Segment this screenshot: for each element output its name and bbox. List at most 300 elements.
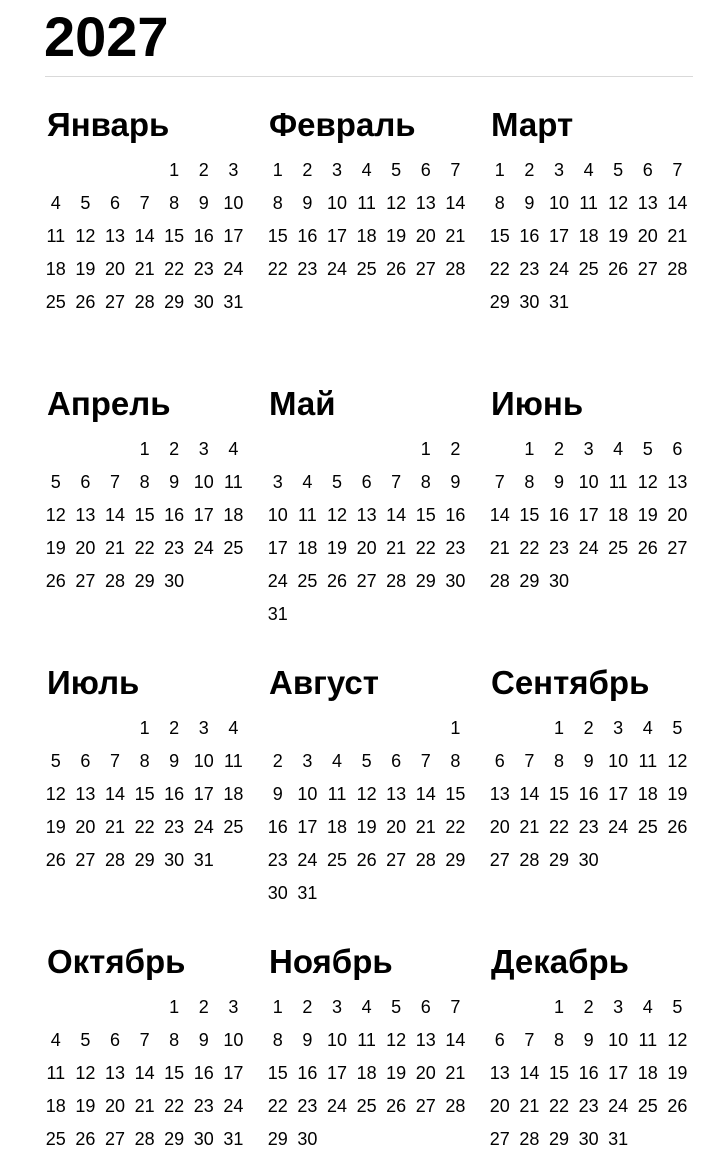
day-cell[interactable]: 18 [637,1063,658,1083]
day-cell[interactable]: 10 [297,784,318,804]
day-cell[interactable]: 6 [80,751,91,771]
day-cell[interactable]: 4 [642,718,653,738]
day-cell[interactable]: 31 [608,1129,629,1149]
day-cell[interactable]: 9 [553,472,564,492]
day-cell[interactable]: 21 [489,538,510,558]
day-cell[interactable]: 15 [415,505,436,525]
day-cell[interactable]: 27 [415,259,436,279]
day-cell[interactable]: 1 [553,718,564,738]
day-cell[interactable]: 27 [637,259,658,279]
day-cell[interactable]: 3 [198,718,209,738]
day-cell[interactable]: 11 [298,505,317,525]
day-cell[interactable]: 28 [667,259,688,279]
day-cell[interactable]: 14 [445,193,466,213]
day-cell[interactable]: 14 [134,226,155,246]
day-cell[interactable]: 12 [356,784,377,804]
day-cell[interactable]: 15 [548,1063,569,1083]
day-cell[interactable]: 17 [193,505,214,525]
day-cell[interactable]: 26 [667,817,688,837]
day-cell[interactable]: 12 [75,1063,96,1083]
day-cell[interactable]: 3 [613,718,624,738]
day-cell[interactable]: 10 [223,193,244,213]
day-cell[interactable]: 15 [134,505,155,525]
day-cell[interactable]: 22 [548,1096,569,1116]
day-cell[interactable]: 26 [637,538,658,558]
day-cell[interactable]: 15 [445,784,466,804]
day-cell[interactable]: 29 [489,292,510,312]
day-cell[interactable]: 6 [642,160,653,180]
day-cell[interactable]: 5 [80,193,91,213]
day-cell[interactable]: 19 [386,1063,407,1083]
day-cell[interactable]: 26 [386,1096,407,1116]
day-cell[interactable]: 2 [302,997,313,1017]
day-cell[interactable]: 18 [356,1063,377,1083]
day-cell[interactable]: 26 [45,850,66,870]
day-cell[interactable]: 4 [583,160,594,180]
day-cell[interactable]: 2 [583,997,594,1017]
day-cell[interactable]: 1 [169,160,180,180]
day-cell[interactable]: 18 [608,505,629,525]
day-cell[interactable]: 27 [104,1129,125,1149]
day-cell[interactable]: 11 [327,784,347,804]
day-cell[interactable]: 4 [228,718,239,738]
day-cell[interactable]: 7 [494,472,505,492]
day-cell[interactable]: 28 [489,571,510,591]
day-cell[interactable]: 15 [164,1063,185,1083]
day-cell[interactable]: 31 [267,604,288,624]
day-cell[interactable]: 30 [193,292,214,312]
day-cell[interactable]: 30 [578,1129,599,1149]
day-cell[interactable]: 26 [356,850,377,870]
day-cell[interactable]: 25 [608,538,629,558]
day-cell[interactable]: 24 [608,1096,629,1116]
day-cell[interactable]: 12 [667,751,688,771]
day-cell[interactable]: 1 [420,439,431,459]
day-cell[interactable]: 7 [109,751,120,771]
day-cell[interactable]: 25 [223,538,244,558]
day-cell[interactable]: 27 [667,538,688,558]
day-cell[interactable]: 2 [450,439,461,459]
day-cell[interactable]: 4 [361,997,372,1017]
day-cell[interactable]: 7 [524,751,535,771]
day-cell[interactable]: 30 [445,571,466,591]
day-cell[interactable]: 23 [193,259,214,279]
day-cell[interactable]: 28 [386,571,407,591]
day-cell[interactable]: 23 [193,1096,214,1116]
day-cell[interactable]: 22 [445,817,466,837]
day-cell[interactable]: 27 [75,850,96,870]
day-cell[interactable]: 18 [326,817,347,837]
day-cell[interactable]: 20 [356,538,377,558]
day-cell[interactable]: 1 [494,160,505,180]
day-cell[interactable]: 2 [169,718,180,738]
day-cell[interactable]: 3 [302,751,313,771]
day-cell[interactable]: 18 [223,784,244,804]
day-cell[interactable]: 27 [75,571,96,591]
day-cell[interactable]: 29 [548,1129,569,1149]
day-cell[interactable]: 16 [193,1063,214,1083]
day-cell[interactable]: 20 [667,505,688,525]
day-cell[interactable]: 22 [164,259,185,279]
day-cell[interactable]: 23 [445,538,466,558]
day-cell[interactable]: 17 [608,784,629,804]
day-cell[interactable]: 15 [519,505,540,525]
day-cell[interactable]: 7 [139,1030,150,1050]
day-cell[interactable]: 19 [45,817,66,837]
day-cell[interactable]: 14 [386,505,407,525]
day-cell[interactable]: 4 [50,193,61,213]
day-cell[interactable]: 21 [519,1096,540,1116]
day-cell[interactable]: 28 [104,850,125,870]
day-cell[interactable]: 30 [548,571,569,591]
day-cell[interactable]: 24 [326,1096,347,1116]
day-cell[interactable]: 15 [267,226,288,246]
day-cell[interactable]: 11 [357,1030,376,1050]
day-cell[interactable]: 26 [75,1129,96,1149]
day-cell[interactable]: 8 [420,472,431,492]
day-cell[interactable]: 17 [608,1063,629,1083]
day-cell[interactable]: 8 [553,1030,564,1050]
day-cell[interactable]: 16 [267,817,288,837]
day-cell[interactable]: 17 [223,226,244,246]
day-cell[interactable]: 9 [583,1030,594,1050]
day-cell[interactable]: 29 [267,1129,288,1149]
day-cell[interactable]: 27 [489,850,510,870]
day-cell[interactable]: 30 [164,850,185,870]
day-cell[interactable]: 25 [45,1129,66,1149]
day-cell[interactable]: 6 [109,1030,120,1050]
day-cell[interactable]: 14 [415,784,436,804]
day-cell[interactable]: 29 [164,1129,185,1149]
day-cell[interactable]: 8 [272,1030,283,1050]
day-cell[interactable]: 22 [164,1096,185,1116]
day-cell[interactable]: 18 [356,226,377,246]
day-cell[interactable]: 6 [109,193,120,213]
day-cell[interactable]: 7 [420,751,431,771]
day-cell[interactable]: 8 [553,751,564,771]
day-cell[interactable]: 5 [80,1030,91,1050]
day-cell[interactable]: 31 [223,1129,244,1149]
day-cell[interactable]: 14 [489,505,510,525]
day-cell[interactable]: 17 [326,1063,347,1083]
day-cell[interactable]: 19 [637,505,658,525]
day-cell[interactable]: 19 [667,1063,688,1083]
day-cell[interactable]: 15 [164,226,185,246]
day-cell[interactable]: 11 [608,472,628,492]
day-cell[interactable]: 15 [267,1063,288,1083]
day-cell[interactable]: 16 [578,784,599,804]
day-cell[interactable]: 31 [297,883,318,903]
day-cell[interactable]: 21 [519,817,540,837]
day-cell[interactable]: 28 [134,1129,155,1149]
day-cell[interactable]: 4 [228,439,239,459]
day-cell[interactable]: 25 [578,259,599,279]
day-cell[interactable]: 18 [45,259,66,279]
day-cell[interactable]: 22 [489,259,510,279]
day-cell[interactable]: 31 [193,850,214,870]
day-cell[interactable]: 3 [331,160,342,180]
day-cell[interactable]: 11 [224,751,243,771]
day-cell[interactable]: 24 [267,571,288,591]
day-cell[interactable]: 23 [578,1096,599,1116]
day-cell[interactable]: 3 [228,997,239,1017]
day-cell[interactable]: 14 [134,1063,155,1083]
day-cell[interactable]: 5 [613,160,624,180]
day-cell[interactable]: 28 [415,850,436,870]
day-cell[interactable]: 6 [494,1030,505,1050]
day-cell[interactable]: 25 [637,817,658,837]
day-cell[interactable]: 13 [489,1063,510,1083]
day-cell[interactable]: 16 [297,226,318,246]
day-cell[interactable]: 10 [193,751,214,771]
day-cell[interactable]: 25 [637,1096,658,1116]
day-cell[interactable]: 22 [267,259,288,279]
day-cell[interactable]: 23 [519,259,540,279]
day-cell[interactable]: 24 [223,1096,244,1116]
day-cell[interactable]: 24 [608,817,629,837]
day-cell[interactable]: 8 [524,472,535,492]
day-cell[interactable]: 3 [553,160,564,180]
day-cell[interactable]: 30 [297,1129,318,1149]
day-cell[interactable]: 16 [164,784,185,804]
day-cell[interactable]: 20 [637,226,658,246]
day-cell[interactable]: 9 [524,193,535,213]
day-cell[interactable]: 7 [139,193,150,213]
day-cell[interactable]: 9 [169,751,180,771]
day-cell[interactable]: 14 [667,193,688,213]
day-cell[interactable]: 17 [297,817,318,837]
day-cell[interactable]: 23 [297,1096,318,1116]
day-cell[interactable]: 18 [223,505,244,525]
day-cell[interactable]: 21 [386,538,407,558]
day-cell[interactable]: 22 [548,817,569,837]
day-cell[interactable]: 28 [445,259,466,279]
day-cell[interactable]: 1 [272,997,283,1017]
day-cell[interactable]: 18 [637,784,658,804]
day-cell[interactable]: 16 [578,1063,599,1083]
day-cell[interactable]: 19 [326,538,347,558]
day-cell[interactable]: 12 [637,472,658,492]
day-cell[interactable]: 17 [548,226,569,246]
day-cell[interactable]: 3 [331,997,342,1017]
day-cell[interactable]: 9 [302,193,313,213]
day-cell[interactable]: 13 [415,193,436,213]
day-cell[interactable]: 3 [613,997,624,1017]
day-cell[interactable]: 21 [134,1096,155,1116]
day-cell[interactable]: 1 [139,439,150,459]
day-cell[interactable]: 19 [75,1096,96,1116]
day-cell[interactable]: 7 [672,160,683,180]
day-cell[interactable]: 17 [223,1063,244,1083]
day-cell[interactable]: 7 [109,472,120,492]
day-cell[interactable]: 2 [302,160,313,180]
day-cell[interactable]: 14 [104,505,125,525]
day-cell[interactable]: 5 [331,472,342,492]
day-cell[interactable]: 16 [548,505,569,525]
day-cell[interactable]: 11 [46,1063,66,1083]
day-cell[interactable]: 19 [667,784,688,804]
day-cell[interactable]: 10 [326,1030,347,1050]
day-cell[interactable]: 8 [139,751,150,771]
day-cell[interactable]: 17 [193,784,214,804]
day-cell[interactable]: 1 [524,439,535,459]
day-cell[interactable]: 26 [386,259,407,279]
day-cell[interactable]: 8 [169,1030,180,1050]
day-cell[interactable]: 4 [613,439,624,459]
day-cell[interactable]: 17 [267,538,288,558]
day-cell[interactable]: 7 [524,1030,535,1050]
day-cell[interactable]: 8 [272,193,283,213]
day-cell[interactable]: 24 [297,850,318,870]
day-cell[interactable]: 30 [267,883,288,903]
day-cell[interactable]: 25 [356,259,377,279]
day-cell[interactable]: 23 [267,850,288,870]
day-cell[interactable]: 13 [386,784,407,804]
day-cell[interactable]: 24 [193,538,214,558]
day-cell[interactable]: 22 [519,538,540,558]
day-cell[interactable]: 3 [198,439,209,459]
day-cell[interactable]: 3 [228,160,239,180]
day-cell[interactable]: 21 [134,259,155,279]
day-cell[interactable]: 3 [583,439,594,459]
day-cell[interactable]: 2 [524,160,535,180]
day-cell[interactable]: 17 [578,505,599,525]
day-cell[interactable]: 20 [489,817,510,837]
day-cell[interactable]: 8 [169,193,180,213]
day-cell[interactable]: 2 [198,997,209,1017]
day-cell[interactable]: 18 [578,226,599,246]
day-cell[interactable]: 14 [445,1030,466,1050]
day-cell[interactable]: 28 [104,571,125,591]
day-cell[interactable]: 26 [45,571,66,591]
day-cell[interactable]: 4 [642,997,653,1017]
day-cell[interactable]: 30 [519,292,540,312]
day-cell[interactable]: 2 [272,751,283,771]
day-cell[interactable]: 1 [139,718,150,738]
day-cell[interactable]: 1 [272,160,283,180]
day-cell[interactable]: 23 [297,259,318,279]
day-cell[interactable]: 23 [578,817,599,837]
day-cell[interactable]: 9 [272,784,283,804]
day-cell[interactable]: 20 [386,817,407,837]
day-cell[interactable]: 22 [134,538,155,558]
day-cell[interactable]: 27 [104,292,125,312]
day-cell[interactable]: 18 [45,1096,66,1116]
day-cell[interactable]: 10 [267,505,288,525]
day-cell[interactable]: 11 [357,193,376,213]
day-cell[interactable]: 5 [50,472,61,492]
day-cell[interactable]: 8 [450,751,461,771]
day-cell[interactable]: 12 [326,505,347,525]
day-cell[interactable]: 27 [415,1096,436,1116]
day-cell[interactable]: 29 [415,571,436,591]
day-cell[interactable]: 27 [386,850,407,870]
day-cell[interactable]: 20 [104,259,125,279]
day-cell[interactable]: 13 [667,472,688,492]
day-cell[interactable]: 21 [667,226,688,246]
day-cell[interactable]: 16 [193,226,214,246]
day-cell[interactable]: 2 [583,718,594,738]
day-cell[interactable]: 29 [519,571,540,591]
day-cell[interactable]: 13 [104,226,125,246]
day-cell[interactable]: 31 [223,292,244,312]
day-cell[interactable]: 13 [637,193,658,213]
day-cell[interactable]: 28 [519,1129,540,1149]
day-cell[interactable]: 2 [553,439,564,459]
day-cell[interactable]: 19 [75,259,96,279]
day-cell[interactable]: 16 [164,505,185,525]
day-cell[interactable]: 25 [297,571,318,591]
day-cell[interactable]: 5 [391,160,402,180]
day-cell[interactable]: 16 [445,505,466,525]
day-cell[interactable]: 23 [164,817,185,837]
day-cell[interactable]: 21 [104,817,125,837]
day-cell[interactable]: 6 [361,472,372,492]
day-cell[interactable]: 15 [489,226,510,246]
day-cell[interactable]: 23 [164,538,185,558]
day-cell[interactable]: 23 [548,538,569,558]
day-cell[interactable]: 28 [519,850,540,870]
day-cell[interactable]: 9 [198,193,209,213]
day-cell[interactable]: 25 [356,1096,377,1116]
day-cell[interactable]: 25 [45,292,66,312]
day-cell[interactable]: 21 [415,817,436,837]
day-cell[interactable]: 5 [672,718,683,738]
day-cell[interactable]: 2 [169,439,180,459]
day-cell[interactable]: 20 [75,538,96,558]
day-cell[interactable]: 15 [548,784,569,804]
day-cell[interactable]: 20 [415,226,436,246]
day-cell[interactable]: 19 [386,226,407,246]
day-cell[interactable]: 6 [420,997,431,1017]
day-cell[interactable]: 6 [420,160,431,180]
day-cell[interactable]: 1 [169,997,180,1017]
day-cell[interactable]: 30 [164,571,185,591]
day-cell[interactable]: 21 [445,1063,466,1083]
day-cell[interactable]: 13 [104,1063,125,1083]
day-cell[interactable]: 9 [302,1030,313,1050]
day-cell[interactable]: 31 [548,292,569,312]
day-cell[interactable]: 11 [46,226,66,246]
day-cell[interactable]: 29 [134,850,155,870]
day-cell[interactable]: 19 [45,538,66,558]
day-cell[interactable]: 10 [578,472,599,492]
day-cell[interactable]: 24 [223,259,244,279]
day-cell[interactable]: 13 [489,784,510,804]
day-cell[interactable]: 14 [104,784,125,804]
day-cell[interactable]: 5 [672,997,683,1017]
day-cell[interactable]: 26 [667,1096,688,1116]
day-cell[interactable]: 30 [578,850,599,870]
day-cell[interactable]: 29 [164,292,185,312]
day-cell[interactable]: 6 [391,751,402,771]
day-cell[interactable]: 15 [134,784,155,804]
day-cell[interactable]: 12 [386,193,407,213]
day-cell[interactable]: 22 [134,817,155,837]
day-cell[interactable]: 26 [608,259,629,279]
day-cell[interactable]: 9 [450,472,461,492]
day-cell[interactable]: 25 [223,817,244,837]
day-cell[interactable]: 13 [75,505,96,525]
day-cell[interactable]: 14 [519,1063,540,1083]
day-cell[interactable]: 10 [223,1030,244,1050]
day-cell[interactable]: 19 [356,817,377,837]
day-cell[interactable]: 12 [667,1030,688,1050]
day-cell[interactable]: 20 [75,817,96,837]
day-cell[interactable]: 6 [80,472,91,492]
day-cell[interactable]: 18 [297,538,318,558]
day-cell[interactable]: 6 [672,439,683,459]
